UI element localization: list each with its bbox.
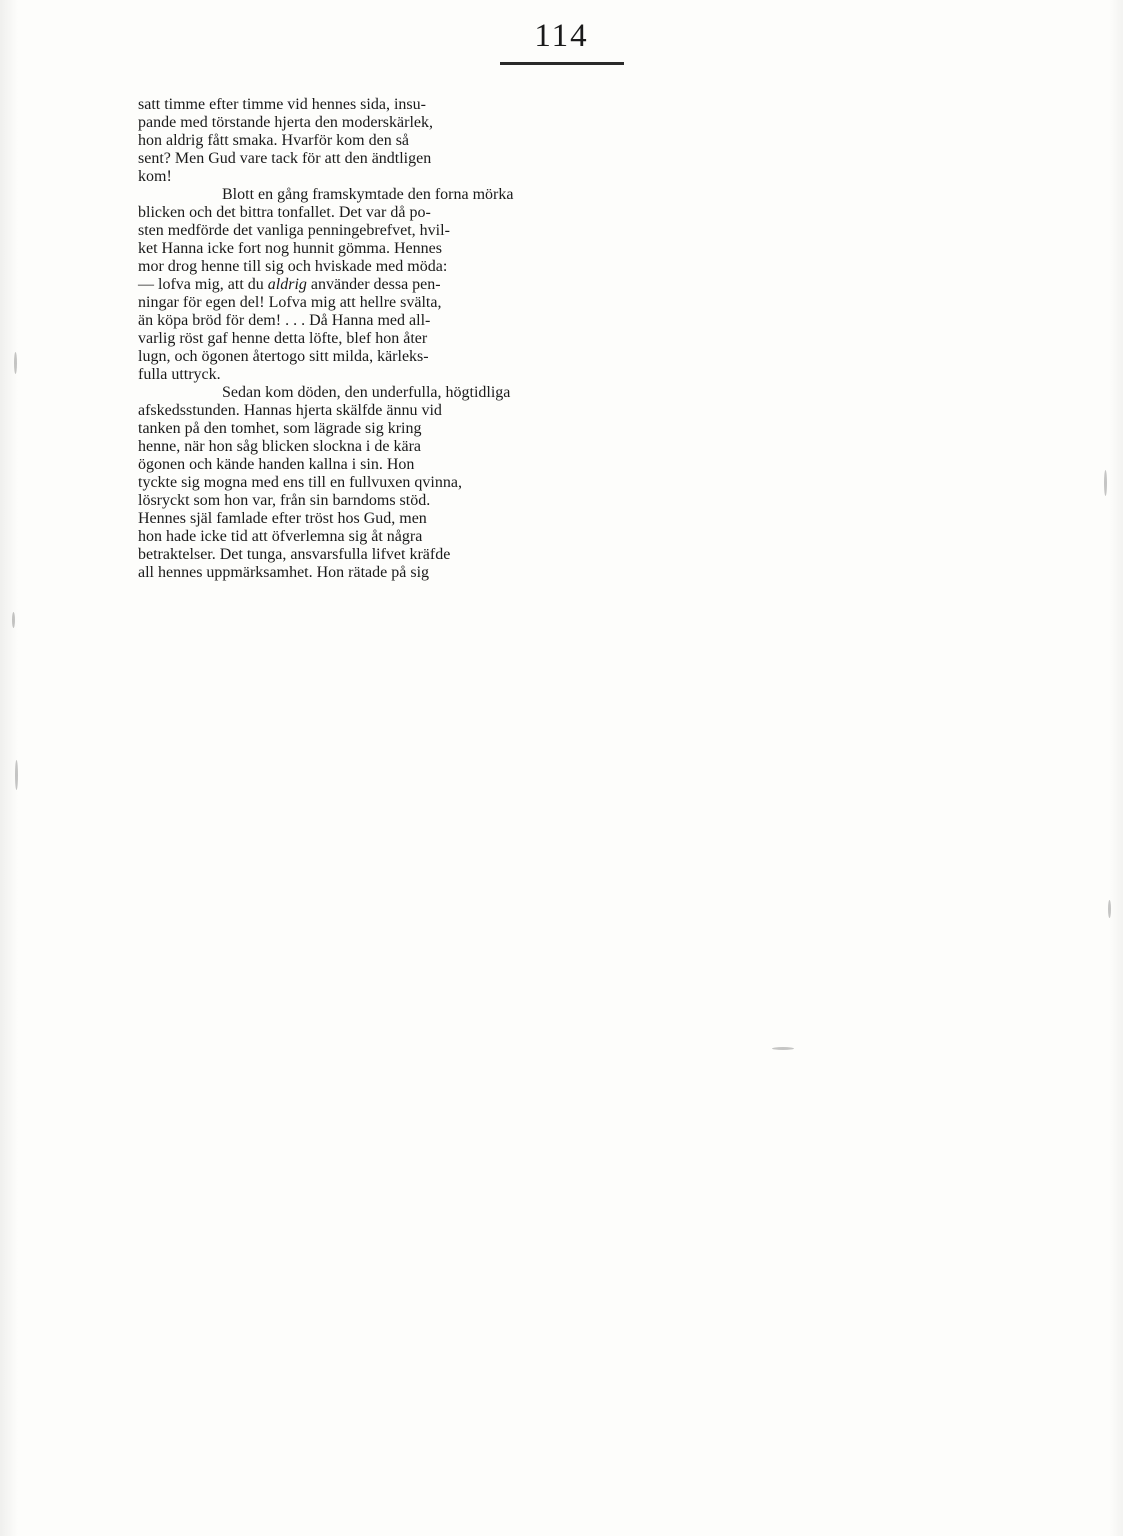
line-text: sent? Men Gud vare tack för att den ändtligen: [138, 150, 432, 167]
page-right-shadow: [1109, 0, 1123, 1536]
line-text: än köpa bröd för dem! . . . Då Hanna med all-: [138, 312, 431, 329]
line-text: henne, när hon såg blicken slockna i de kära: [138, 438, 422, 455]
body-text: [138, 96, 1022, 582]
line-text: satt timme efter timme vid hennes sida, insu-: [138, 96, 426, 113]
line-text: Hennes själ famlade efter tröst hos Gud, men: [138, 510, 427, 527]
paragraph: [138, 186, 1022, 384]
line-text: tanken på den tomhet, som lägrade sig kring: [138, 420, 422, 437]
line-text: mor drog henne till sig och hviskade med möda:: [138, 258, 448, 275]
line-text: kom!: [138, 168, 172, 185]
text-line: [138, 510, 1022, 528]
scan-speck: [1104, 470, 1107, 496]
text-line: [138, 546, 1022, 564]
page-left-shadow: [0, 0, 18, 1536]
text-line: [138, 402, 1022, 420]
line-text: ningar för egen del! Lofva mig att hellre svälta,: [138, 294, 442, 311]
line-text: lugn, och ögonen återtogo sitt milda, kärleks-: [138, 348, 429, 365]
scan-speck: [1108, 900, 1111, 918]
scan-speck: [15, 760, 18, 790]
line-text: pande med törstande hjerta den moderskärlek,: [138, 114, 433, 131]
line-text: ögonen och kände handen kallna i sin. Hon: [138, 456, 415, 473]
line-text: lösryckt som hon var, från sin barndoms stöd.: [138, 492, 431, 509]
text-line: [138, 348, 1022, 366]
text-line: [138, 474, 1022, 492]
line-text: hon aldrig fått smaka. Hvarför kom den så: [138, 132, 410, 149]
text-line: [138, 366, 1022, 384]
line-text: Sedan kom döden, den underfulla, högtidliga: [222, 384, 511, 401]
line-text: afskedsstunden. Hannas hjerta skälfde ännu vid: [138, 402, 442, 419]
text-line: [138, 150, 1022, 168]
scan-speck: [14, 352, 17, 374]
text-line: [138, 222, 1022, 240]
line-text: ket Hanna icke fort nog hunnit gömma. Hennes: [138, 240, 442, 257]
text-line: [138, 96, 1022, 114]
text-line: [138, 438, 1022, 456]
text-line: [138, 492, 1022, 510]
text-line: [138, 132, 1022, 150]
text-line: [138, 258, 1022, 276]
text-line: [138, 240, 1022, 258]
line-text: fulla uttryck.: [138, 366, 221, 383]
text-line: [138, 330, 1022, 348]
line-text: sten medförde det vanliga penningebrefvet, hvil-: [138, 222, 450, 239]
paragraph: [138, 384, 1022, 582]
text-line: [138, 186, 1022, 204]
text-line: [138, 384, 1022, 402]
text-line: [138, 312, 1022, 330]
line-text: varlig röst gaf henne detta löfte, blef hon åter: [138, 330, 428, 347]
text-line: [138, 564, 1022, 582]
text-line: [138, 420, 1022, 438]
scan-speck: [12, 612, 15, 628]
line-text: betraktelser. Det tunga, ansvarsfulla lifvet kräfde: [138, 546, 451, 563]
line-text: tyckte sig mogna med ens till en fullvuxen qvinna,: [138, 474, 462, 491]
text-line: [138, 204, 1022, 222]
line-text: Blott en gång framskymtade den forna mörka: [222, 186, 514, 203]
text-line: [138, 294, 1022, 312]
text-line: [138, 168, 1022, 186]
italic-word: aldrig: [267, 276, 307, 293]
scan-speck: [772, 1047, 794, 1050]
text-line: [138, 114, 1022, 132]
paragraph: [138, 96, 1022, 186]
text-line: [138, 456, 1022, 474]
page-number: 114: [534, 18, 589, 54]
line-text: hon hade icke tid att öfverlemna sig åt några: [138, 528, 423, 545]
line-text: blicken och det bittra tonfallet. Det var då po-: [138, 204, 431, 221]
page-number-rule: [500, 62, 624, 65]
text-line: [138, 528, 1022, 546]
text-line-italic: [138, 276, 1022, 294]
line-text: — lofva mig, att du aldrig använder dessa pen-: [138, 276, 441, 293]
line-text: all hennes uppmärksamhet. Hon rätade på sig: [138, 564, 430, 581]
